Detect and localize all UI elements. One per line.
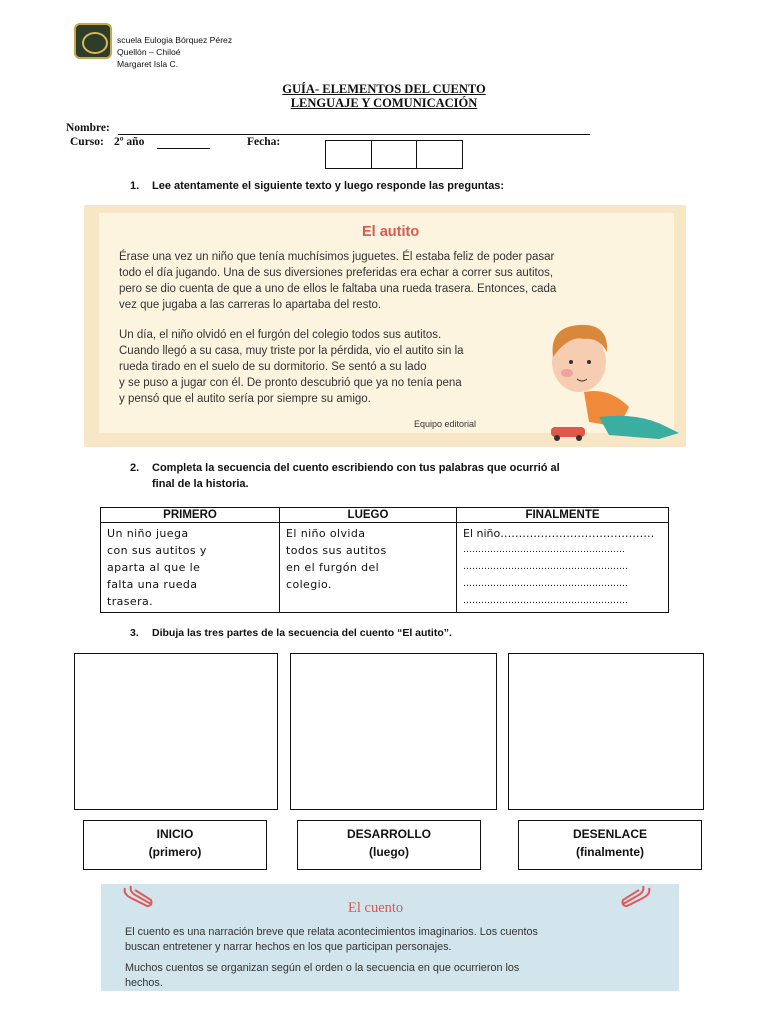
sequence-table: [100, 507, 669, 613]
page-title: [0, 82, 768, 110]
cell-luego: [280, 523, 457, 613]
header-luego: LUEGO: [280, 508, 457, 523]
label-inicio: [83, 820, 267, 870]
cuento-line: El cuento es una narración breve que relata acontecimientos imaginarios. Los cuentos: [125, 926, 538, 938]
story-paragraph-2: [119, 327, 464, 407]
cuento-line: hechos.: [125, 977, 163, 989]
label-desarrollo: [297, 820, 481, 870]
story-line: Érase una vez un niño que tenía muchísimos juguetes. Él estaba feliz de poder pasar: [119, 251, 555, 263]
cuento-paragraph-2: [125, 961, 519, 991]
label-title: DESARROLLO: [347, 827, 431, 841]
cell-line: Un niño juega: [107, 527, 189, 540]
teacher-name: Margaret Isla C.: [117, 59, 179, 69]
date-box-day[interactable]: [326, 141, 372, 168]
label-sub: (luego): [369, 845, 409, 859]
story-panel: [84, 205, 686, 447]
cell-line: ………………………………………………: [463, 545, 625, 555]
q1-text: Lee atentamente el siguiente texto y luego responde las preguntas:: [152, 180, 505, 192]
date-boxes[interactable]: [325, 140, 463, 169]
story-line: Un día, el niño olvidó en el furgón del colegio todos sus autitos.: [119, 329, 442, 341]
date-box-month[interactable]: [372, 141, 418, 168]
cell-line: ……………………………………………….: [463, 596, 628, 606]
story-line: todo el día jugando. Una de sus diversiones preferidas era echar a correr sus autitos,: [119, 267, 554, 279]
date-label: Fecha:: [247, 136, 281, 148]
label-title: INICIO: [156, 827, 194, 841]
story-line: y pensó que el autito sería por siempre su amigo.: [119, 393, 371, 405]
cuento-info-box: [101, 884, 679, 991]
cell-line: todos sus autitos: [286, 544, 387, 557]
date-box-year[interactable]: [417, 141, 462, 168]
label-sub: (primero): [148, 845, 202, 859]
drawing-box-desarrollo[interactable]: [290, 653, 497, 810]
cell-primero: [101, 523, 280, 613]
q1-number: 1.: [130, 180, 140, 192]
cell-line: ……………………………………………….: [463, 579, 628, 589]
school-name: scuela Eulogia Bórquez Pérez: [117, 35, 233, 45]
cell-line: en el furgón del: [286, 561, 380, 574]
course-field[interactable]: [157, 148, 210, 149]
label-sub: (finalmente): [575, 845, 644, 859]
title-line-1: GUÍA- ELEMENTOS DEL CUENTO: [282, 82, 486, 96]
story-line: y se puso a jugar con él. De pronto descubrió que ya no tenía pena: [119, 377, 462, 389]
cell-line: colegio.: [286, 578, 332, 591]
cuento-title: El cuento: [348, 900, 404, 916]
story-line: Cuando llegó a su casa, muy triste por la pérdida, vio el autito sin la: [119, 345, 464, 357]
q2-text: [152, 460, 560, 492]
label-desenlace: [518, 820, 702, 870]
header-primero: PRIMERO: [101, 508, 280, 523]
q3-number: 3.: [130, 627, 139, 639]
header-finalmente: FINALMENTE: [457, 508, 669, 523]
label-title: DESENLACE: [572, 827, 647, 841]
cuento-line: Muchos cuentos se organizan según el orden o la secuencia en que ocurrieron los: [125, 962, 520, 974]
course-label: Curso:: [70, 136, 104, 148]
cuento-paragraph-1: [125, 925, 538, 955]
story-paragraph-1: [119, 249, 556, 313]
paperclip-icon: [619, 884, 653, 908]
cell-line: El niño olvida: [286, 527, 366, 540]
cuento-line: buscan entretener y narrar hechos en los que participan personajes.: [125, 941, 452, 953]
cell-line: ……………………………………………….: [463, 562, 628, 572]
name-field[interactable]: [118, 134, 590, 135]
cell-line: aparta al que le: [107, 561, 201, 574]
q2-line-2: final de la historia.: [152, 478, 249, 490]
boy-with-toy-car-illustration: [539, 317, 689, 443]
drawing-box-desenlace[interactable]: [508, 653, 704, 810]
q3-text: Dibuja las tres partes de la secuencia del cuento “El autito”.: [152, 627, 452, 639]
cell-line: con sus autitos y: [107, 544, 207, 557]
school-header: [117, 34, 232, 70]
q2-line-1: Completa la secuencia del cuento escribiendo con tus palabras que ocurrió al: [152, 462, 560, 474]
school-location: Quellón – Chiloé: [117, 47, 181, 57]
school-logo: [74, 23, 112, 59]
name-label: Nombre:: [66, 122, 110, 134]
story-title: El autito: [362, 224, 420, 240]
title-line-2: LENGUAJE Y COMUNICACIÓN: [290, 96, 478, 110]
course-value: 2º año: [114, 136, 145, 148]
story-inner: [99, 213, 674, 433]
q2-number: 2.: [130, 462, 140, 474]
paperclip-icon: [121, 884, 155, 908]
story-credit: Equipo editorial: [414, 419, 477, 429]
story-line: vez que jugaba a las carreras lo apartaba del resto.: [119, 299, 382, 311]
cell-line: trasera.: [107, 595, 154, 608]
cell-line: falta una rueda: [107, 578, 198, 591]
story-line: pero se dio cuenta de que a uno de ellos le faltaba una rueda trasera. Entonces, cada: [119, 283, 557, 295]
cell-line: El niño……………………………………: [463, 527, 655, 540]
cell-finalmente[interactable]: [457, 523, 669, 613]
drawing-box-inicio[interactable]: [74, 653, 278, 810]
story-line: rueda tirado en el suelo de su dormitorio. Se sentó a su lado: [119, 361, 427, 373]
